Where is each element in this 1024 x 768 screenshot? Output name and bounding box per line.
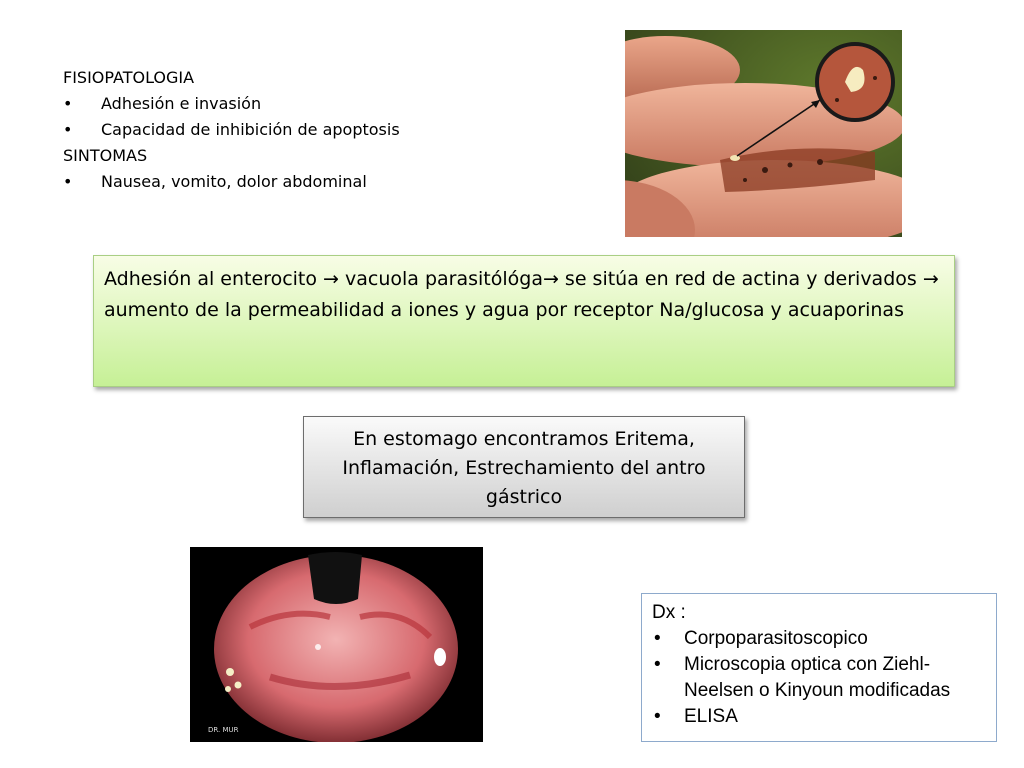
dx-item-text: Microscopia optica con Ziehl-Neelsen o Kinyoun modificadas	[684, 654, 951, 701]
list-item	[652, 652, 986, 704]
dx-box	[641, 593, 997, 742]
bullet-item	[63, 117, 400, 143]
estomago-info-box	[303, 416, 745, 518]
finger-parasite-photo	[625, 30, 902, 237]
endoscopy-watermark: DR. MUR	[208, 726, 239, 734]
estomago-text: En estomago encontramos Eritema, Inflamación, Estrechamiento del antro gástrico	[342, 428, 706, 508]
heading-sintomas: SINTOMAS	[63, 146, 148, 165]
dx-title: Dx :	[652, 602, 686, 623]
bullet-text: Adhesión e invasión	[101, 94, 262, 113]
adhesion-text: Adhesión al enterocito → vacuola parasitólóga→ se sitúa en red de actina y derivados → aumento de la permeabilidad a iones y agua por receptor Na/glucosa y acuaporinas	[104, 268, 939, 321]
dx-item-text: ELISA	[684, 706, 738, 727]
list-item	[652, 704, 986, 730]
bullet-dot: •	[654, 628, 661, 649]
endoscopy-photo	[190, 547, 483, 742]
bullet-dot: •	[63, 120, 73, 139]
bullet-text: Capacidad de inhibición de apoptosis	[101, 120, 400, 139]
bullet-text: Nausea, vomito, dolor abdominal	[101, 172, 367, 191]
top-text-block	[63, 65, 400, 195]
dx-item-text: Corpoparasitoscopico	[684, 628, 868, 649]
bullet-dot: •	[654, 706, 661, 727]
bullet-item	[63, 169, 400, 195]
dx-list	[652, 626, 986, 730]
bullet-dot: •	[63, 94, 73, 113]
bullet-dot: •	[654, 654, 661, 675]
heading-fisiopatologia: FISIOPATOLOGIA	[63, 68, 195, 87]
bullet-dot: •	[63, 172, 73, 191]
bullet-item	[63, 91, 400, 117]
adhesion-info-box	[93, 255, 955, 387]
list-item	[652, 626, 986, 652]
